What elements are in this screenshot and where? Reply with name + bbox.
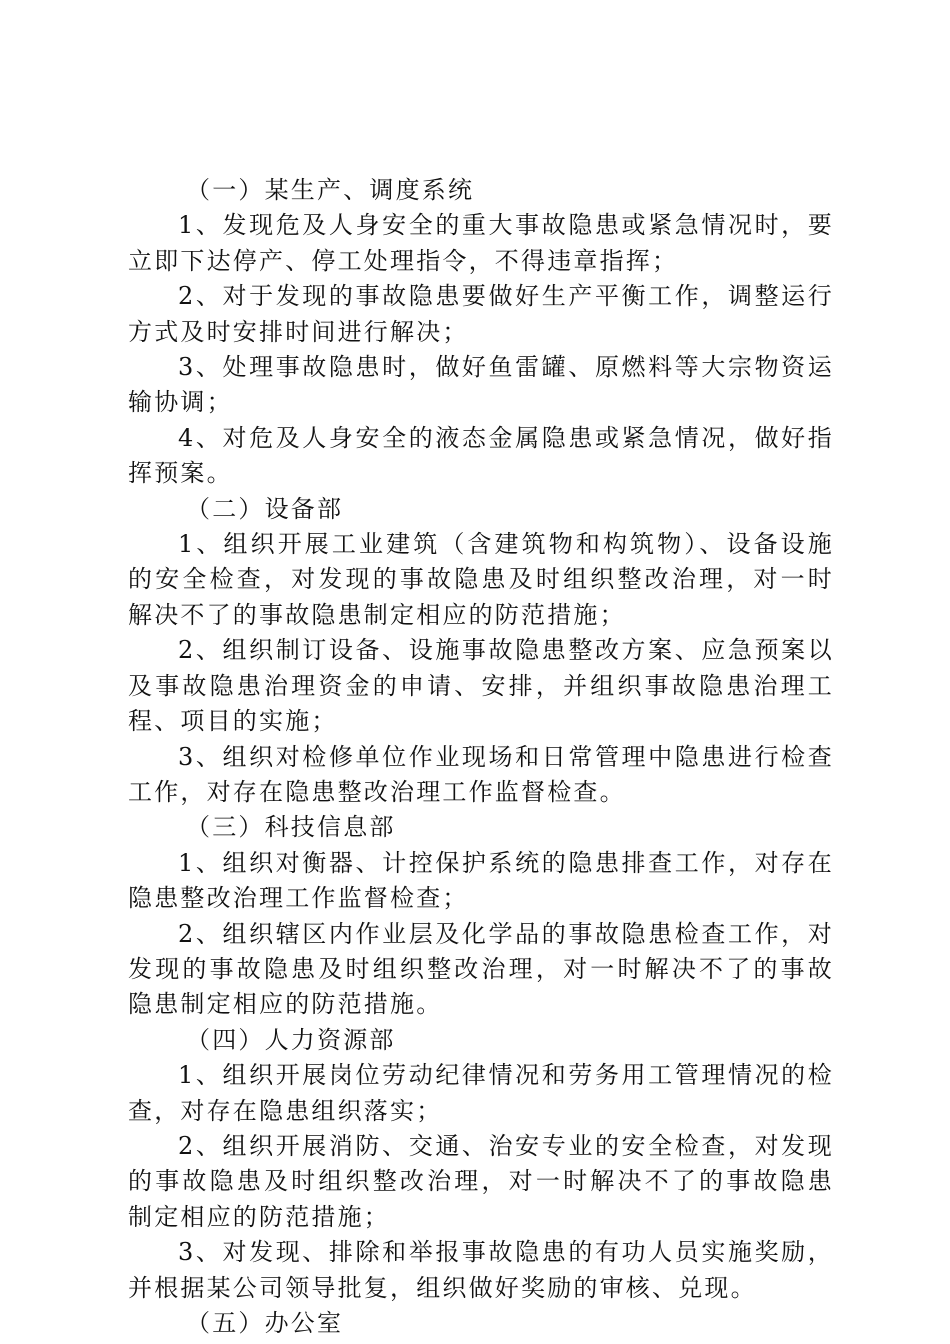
section-heading: （一）某生产、调度系统 (186, 176, 475, 204)
paragraph: 2、组织开展消防、交通、治安专业的安全检查，对发现的事故隐患及时组织整改治理，对一时解决不了的事故隐患制定相应的防范措施； (128, 1131, 834, 1231)
paragraph: 2、组织制订设备、设施事故隐患整改方案、应急预案以及事故隐患治理资金的申请、安排，并组织事故隐患治理工程、项目的实施； (128, 636, 834, 736)
paragraph: 4、对危及人身安全的液态金属隐患或紧急情况，做好指挥预案。 (128, 423, 834, 488)
section-heading: （二）设备部 (186, 494, 344, 523)
paragraph: 2、对于发现的事故隐患要做好生产平衡工作，调整运行方式及时安排时间进行解决； (128, 282, 834, 346)
section-heading: （三）科技信息部 (186, 813, 396, 842)
paragraph: 1、组织开展工业建筑（含建筑物和构筑物）、设备设施的安全检查，对发现的事故隐患及时组织整改治理，对一时解决不了的事故隐患制定相应的防范措施； (128, 530, 834, 629)
paragraph: 1、组织对衡器、计控保护系统的隐患排查工作，对存在隐患整改治理工作监督检查； (128, 848, 834, 913)
section-heading: （四）人力资源部 (186, 1025, 396, 1054)
paragraph: 3、组织对检修单位作业现场和日常管理中隐患进行检查工作，对存在隐患整改治理工作监督检查。 (128, 742, 834, 806)
paragraph: 2、组织辖区内作业层及化学品的事故隐患检查工作，对发现的事故隐患及时组织整改治理，对一时解决不了的事故隐患制定相应的防范措施。 (128, 919, 834, 1019)
paragraph: 1、发现危及人身安全的重大事故隐患或紧急情况时，要立即下达停产、停工处理指令，不得违章指挥； (128, 211, 834, 275)
paragraph: 3、对发现、排除和举报事故隐患的有功人员实施奖励，并根据某公司领导批复，组织做好奖励的审核、兑现。 (128, 1238, 834, 1302)
document-body (128, 173, 834, 1341)
paragraph: 1、组织开展岗位劳动纪律情况和劳务用工管理情况的检查，对存在隐患组织落实； (128, 1061, 834, 1125)
section-heading: （五）办公室 (186, 1309, 344, 1337)
paragraph: 3、处理事故隐患时，做好鱼雷罐、原燃料等大宗物资运输协调； (128, 353, 834, 417)
